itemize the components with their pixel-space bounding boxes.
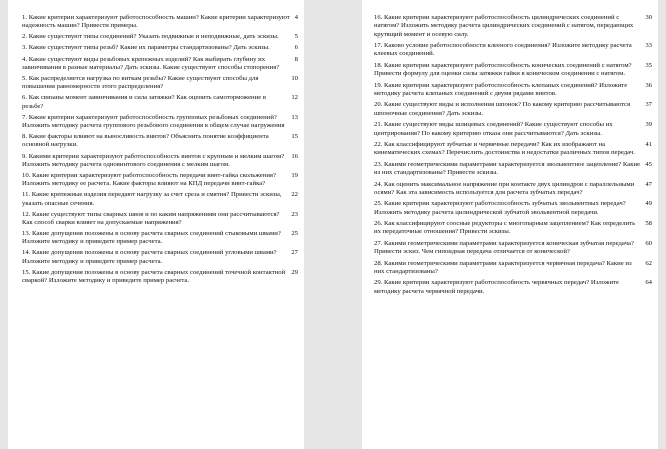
- toc-entry[interactable]: [22, 153, 298, 170]
- toc-entry-number: 3.: [22, 44, 28, 52]
- toc-page-number: 15: [291, 133, 298, 141]
- toc-entry-text: Какие существуют типы сварных швов и по каким напряжениям они рассчитываются? Как способ сварки влияет на допускаемые напряжения?: [22, 210, 280, 226]
- toc-page-number: 37: [645, 101, 652, 109]
- toc-entry-text: Как классифицируют зубчатые и червячные передачи? Как их изображают на кинематических схемах? Перечислить достоинства и недостатки различных типов передач.: [374, 140, 635, 157]
- toc-entry[interactable]: [374, 181, 652, 198]
- toc-entry-number: 15.: [22, 268, 31, 276]
- toc-page-number: 5: [294, 33, 298, 41]
- toc-entry[interactable]: [374, 42, 652, 59]
- toc-entry-text: Какие существуют типы соединений? Указать подвижные и неподвижные, дать эскизы.: [28, 33, 279, 41]
- toc-entry-text: Какие критерии характеризуют работоспособность машин? Какие критерии характеризуют надежность машин? Привести примеры.: [22, 14, 290, 30]
- toc-entry-number: 1.: [22, 14, 28, 21]
- toc-page-number: 47: [645, 180, 652, 188]
- toc-entry-number: 22.: [374, 140, 383, 148]
- toc-entry-text: Какие критерии характеризуют работоспособность червячных передач? Изложите методику расчета червячной передачи.: [374, 279, 619, 295]
- toc-entry[interactable]: [374, 200, 652, 217]
- toc-entry[interactable]: [22, 230, 298, 247]
- toc-page-number: 30: [645, 14, 652, 21]
- toc-entry[interactable]: [22, 269, 298, 286]
- toc-page-number: 29: [291, 268, 298, 276]
- toc-entry[interactable]: [22, 94, 298, 111]
- toc-entry-number: 26.: [374, 220, 383, 228]
- toc-entry-number: 23.: [374, 160, 383, 168]
- toc-entry-number: 2.: [22, 33, 28, 41]
- toc-entry-number: 5.: [22, 74, 28, 82]
- toc-entry-number: 14.: [22, 249, 31, 257]
- toc-page-number: 33: [645, 42, 652, 50]
- toc-entry-text: Какие существуют виды шлицевых соединений? Какие существуют способы их центрирования? По какому критерию отказа они рассчитываются? Дать эскизы.: [374, 121, 613, 137]
- toc-entry[interactable]: [22, 14, 298, 31]
- toc-entry-number: 7.: [22, 113, 28, 121]
- toc-entry-number: 19.: [374, 81, 383, 89]
- toc-entry-number: 10.: [22, 171, 31, 179]
- toc-entry[interactable]: [374, 14, 652, 39]
- toc-entry-text: Какие факторы влияют на выносливость винтов? Объяснить понятие коэффициента основной нагрузки.: [22, 133, 269, 149]
- toc-entry[interactable]: [374, 279, 652, 296]
- toc-entry-text: Какие критерии характеризуют работоспособность групповых резьбовых соединений? Изложить методику расчета группового резьбового соединения в общем случае нагружения: [22, 113, 285, 130]
- toc-entry-text: Какие критерии характеризуют работоспособность клепаных соединений? Изложите методику расчета клепаных соединений с двумя рядами винтов.: [374, 81, 628, 97]
- toc-page-number: 45: [645, 160, 652, 168]
- toc-entry[interactable]: [374, 101, 652, 118]
- toc-entry[interactable]: [374, 260, 652, 277]
- toc-entry-number: 9.: [22, 152, 28, 160]
- toc-page-number: 58: [645, 220, 652, 228]
- toc-page-number: 19: [291, 171, 298, 179]
- toc-entry-text: Какие критерии характеризуют работоспособность передачи винт-гайка скольжения? Изложить методику ее расчета. Какие факторы влияют на КПД передачи винт-гайка?: [22, 171, 276, 188]
- toc-entry-text: Какие допущения положены в основу расчета сварных соединений стыковыми швами? Изложите методику и приведите пример расчета.: [22, 230, 281, 246]
- toc-entry-text: Какие критерии характеризуют работоспособность зубчатых эвольвентных передач? Изложить методику расчета цилиндрической зубчатой эвольвентной передачи.: [374, 200, 626, 216]
- toc-entry-text: Какими геометрическими параметрами характеризуется коническая зубчатая передача? Привести эскиз. Чем гипоидная передача отличается от конической?: [374, 239, 634, 256]
- toc-entry-number: 4.: [22, 55, 28, 63]
- toc-page-number: 22: [291, 191, 298, 199]
- toc-entry-text: Какие крепежные изделия передают нагрузку за счет среза и смятия? Привести эскизы, указать опасные сечения.: [22, 191, 282, 207]
- toc-entry[interactable]: [22, 133, 298, 150]
- toc-page-number: 49: [645, 200, 652, 208]
- toc-entry[interactable]: [22, 249, 298, 266]
- toc-entry-text: Какие допущения положены в основу расчета сварных соединений угловыми швами? Изложите методику и приведите пример расчета.: [22, 249, 277, 265]
- toc-entry[interactable]: [374, 62, 652, 79]
- toc-entry-number: 20.: [374, 101, 383, 109]
- toc-entry[interactable]: [22, 33, 298, 41]
- toc-page-number: 27: [291, 249, 298, 257]
- toc-entry-number: 11.: [22, 191, 31, 199]
- toc-entry-number: 27.: [374, 239, 383, 247]
- toc-entry[interactable]: [374, 121, 652, 138]
- toc-page-number: 64: [645, 279, 652, 287]
- toc-entry-text: Какие существуют виды резьбовых крепежных изделий? Как выбирать глубину их завинчивания в разные материалы? Дать эскизы. Какие существуют способы стопорения?: [22, 55, 280, 71]
- toc-entry-number: 28.: [374, 259, 383, 267]
- toc-page-number: 4: [294, 14, 298, 21]
- toc-entry[interactable]: [374, 141, 652, 158]
- toc-page-number: 39: [645, 121, 652, 129]
- toc-entry-text: Какие существуют виды и исполнения шпонок? По какому критерию рассчитываются шпоночные соединения? Дать эскизы.: [374, 101, 631, 117]
- toc-page-number: 16: [291, 152, 298, 160]
- toc-entry-text: Какие критерии характеризуют работоспособность цилиндрических соединений с натягом? Изложить методику расчета цилиндрических соединений с натягом, передающих крутящий момент и осевую силу.: [374, 14, 634, 38]
- toc-entry-number: 29.: [374, 279, 383, 287]
- toc-page-number: 60: [645, 239, 652, 247]
- toc-entry-text: Как классифицируют соосные редукторы с многопарным зацеплением? Как определить их передаточные отношения? Привести эскизы.: [374, 220, 636, 236]
- toc-entry-text: Как оценить максимальное напряжение при контакте двух цилиндров с параллельными осями? Как эта зависимость используется для расчета зубчатых передач?: [374, 180, 635, 196]
- toc-entry[interactable]: [22, 56, 298, 73]
- toc-entry[interactable]: [374, 220, 652, 237]
- toc-page-number: 41: [645, 140, 652, 148]
- toc-entry-number: 16.: [374, 14, 383, 21]
- toc-entry[interactable]: [22, 114, 298, 131]
- toc-entry-number: 25.: [374, 200, 383, 208]
- toc-page-number: 62: [645, 259, 652, 267]
- toc-entry-text: Какие критерии характеризуют работоспособность конических соединений с натягом? Привести формулу для оценки силы затяжки гайки в коническом соединении с натягом.: [374, 61, 632, 78]
- toc-entry[interactable]: [374, 161, 652, 178]
- left-page: [8, 0, 304, 449]
- toc-entry-number: 6.: [22, 94, 28, 102]
- toc-page-number: 6: [294, 44, 298, 52]
- toc-entry[interactable]: [374, 82, 652, 99]
- toc-entry[interactable]: [22, 44, 298, 52]
- toc-entry[interactable]: [22, 191, 298, 208]
- toc-entry-number: 17.: [374, 42, 383, 50]
- toc-entry-number: 12.: [22, 210, 31, 218]
- toc-entry-number: 13.: [22, 230, 31, 238]
- toc-entry-text: Какие существуют типы резьб? Какие их параметры стандартизованы? Дать эскизы.: [28, 44, 270, 52]
- toc-entry-text: Какие допущения положены в основу расчета сварных соединений точечной контактной сваркой? Изложите методику и приведите пример расчета.: [22, 268, 286, 285]
- toc-entry-number: 21.: [374, 121, 383, 129]
- toc-entry[interactable]: [22, 172, 298, 189]
- toc-page-number: 10: [291, 74, 298, 82]
- toc-entry-text: Какими критерии характеризуют работоспособность винтов с крупным и мелким шагом? Изложить методику расчета одновинтового соединения с мелким шагом.: [22, 152, 285, 168]
- toc-page-number: 23: [291, 210, 298, 218]
- toc-entry-text: Какими геометрическими параметрами характеризуется червячная передача? Какие из них стандартизованы?: [374, 259, 632, 275]
- toc-entry-text: Как распределяется нагрузка по виткам резьбы? Какие существуют способы для повышения равномерности этого распределения?: [22, 74, 259, 91]
- toc-entry[interactable]: [374, 240, 652, 257]
- toc-entry[interactable]: [22, 75, 298, 92]
- toc-page-number: 13: [291, 113, 298, 121]
- toc-page-number: 25: [291, 230, 298, 238]
- toc-page-number: 36: [645, 81, 652, 89]
- toc-entry-number: 24.: [374, 180, 383, 188]
- toc-entry-text: Как связаны момент завинчивания и сила затяжки? Как оценить самоторможение в резьбе?: [22, 94, 267, 110]
- toc-entry[interactable]: [22, 211, 298, 228]
- toc-page-number: 35: [645, 61, 652, 69]
- toc-page-number: 8: [294, 55, 298, 63]
- toc-entry-text: Какими геометрическими параметрами характеризуется эвольвентное зацепление? Какие из них стандартизованы? Привести эскизы.: [374, 160, 641, 177]
- toc-page-number: 12: [291, 94, 298, 102]
- toc-entry-number: 18.: [374, 61, 383, 69]
- right-page: [362, 0, 658, 449]
- toc-entry-text: Каково условие работоспособности клееного соединения? Изложите методику расчета клеевых соединений.: [374, 42, 632, 58]
- toc-entry-number: 8.: [22, 133, 28, 141]
